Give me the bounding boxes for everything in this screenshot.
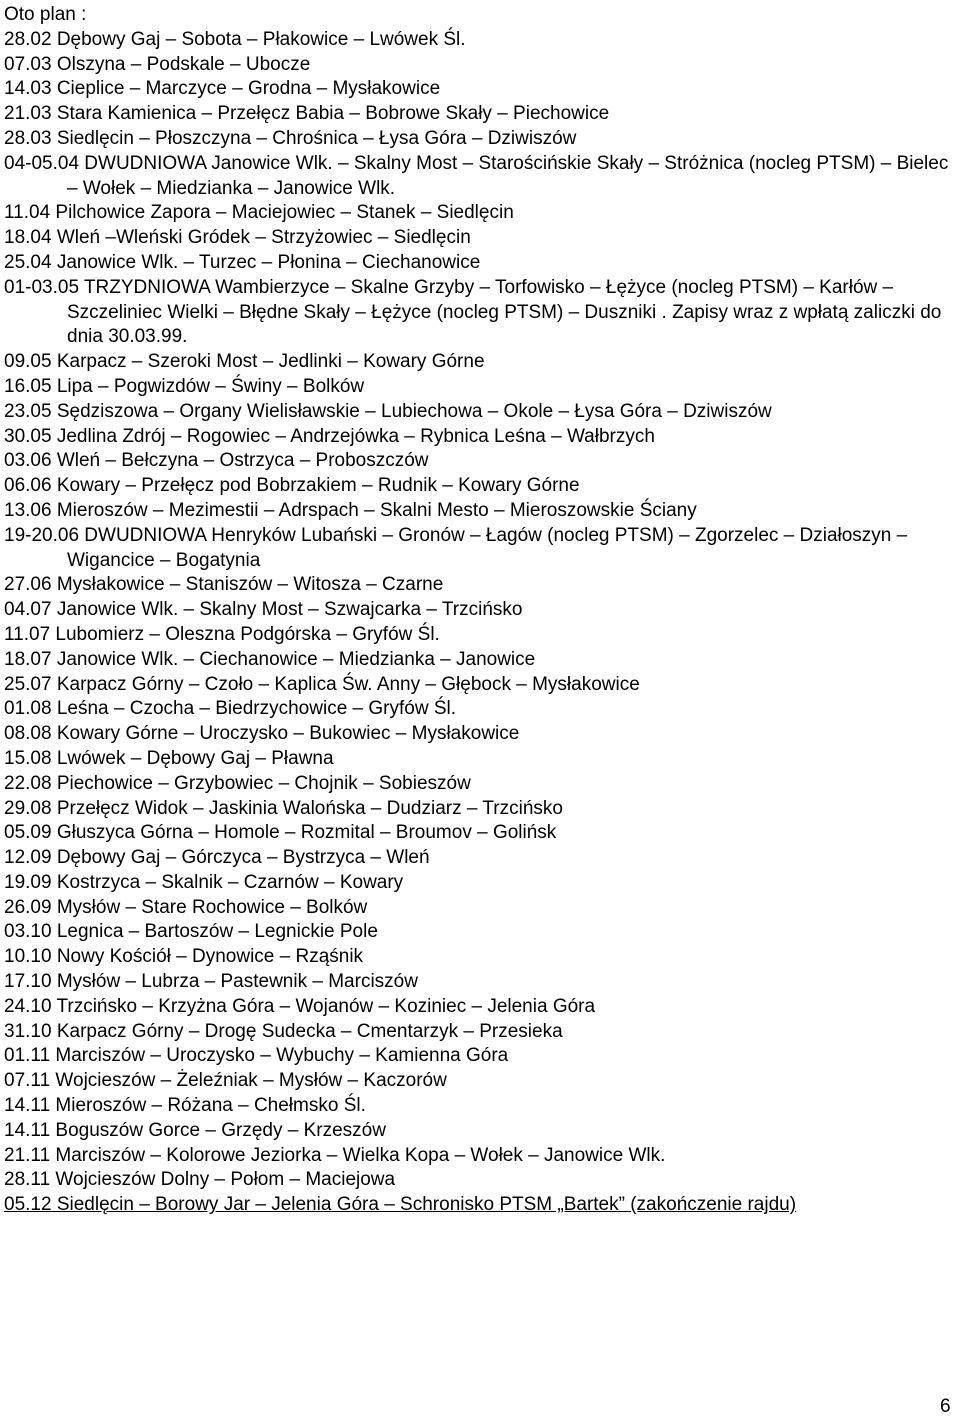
schedule-entry: 01-03.05 TRZYDNIOWA Wambierzyce – Skalne Grzyby – Torfowisko – Łężyce (nocleg PTSM) – Karłów – Szczeliniec Wielki – Błędne Skały – Łężyce (nocleg PTSM) – Duszniki . Zapisy wraz z wpłatą zaliczki do dnia 30.03.99. — [4, 276, 942, 348]
schedule-entry: 06.06 Kowary – Przełęcz pod Bobrzakiem – Rudnik – Kowary Górne — [4, 475, 580, 497]
schedule-entry: 14.11 Boguszów Gorce – Grzędy – Krzeszów — [4, 1119, 386, 1141]
schedule-entry: 05.12 Siedlęcin – Borowy Jar – Jelenia Góra – Schronisko PTSM „Bartek” (zakończenie rajdu) — [4, 1194, 797, 1216]
schedule-entry: 30.05 Jedlina Zdrój – Rogowiec – Andrzejówka – Rybnica Leśna – Wałbrzych — [4, 425, 655, 447]
schedule-entry: 28.11 Wojcieszów Dolny – Połom – Maciejowa — [4, 1169, 396, 1191]
schedule-entry: 14.11 Mieroszów – Różana – Chełmsko Śl. — [4, 1095, 366, 1117]
page-number: 6 — [940, 1396, 951, 1417]
schedule-entry: 21.11 Marciszów – Kolorowe Jeziorka – Wielka Kopa – Wołek – Janowice Wlk. — [4, 1144, 666, 1166]
schedule-entry: 27.06 Mysłakowice – Staniszów – Witosza – Czarne — [4, 574, 444, 596]
schedule-entry: 07.03 Olszyna – Podskale – Ubocze — [4, 53, 311, 75]
schedule-entry: 10.10 Nowy Kościół – Dynowice – Rząśnik — [4, 946, 364, 968]
schedule-entry: 05.09 Głuszyca Górna – Homole – Rozmital – Broumov – Golińsk — [4, 822, 557, 844]
schedule-entry: 08.08 Kowary Górne – Uroczysko – Bukowiec – Mysłakowice — [4, 723, 520, 745]
schedule-list — [4, 28, 960, 1218]
schedule-entry: 11.04 Pilchowice Zapora – Maciejowiec – Stanek – Siedlęcin — [4, 202, 514, 224]
schedule-entry: 18.04 Wleń –Wleński Gródek – Strzyżowiec – Siedlęcin — [4, 227, 471, 249]
schedule-entry: 25.04 Janowice Wlk. – Turzec – Płonina – Ciechanowice — [4, 251, 481, 273]
schedule-entry: 28.03 Siedlęcin – Płoszczyna – Chrośnica – Łysa Góra – Dziwiszów — [4, 127, 577, 149]
schedule-entry: 29.08 Przełęcz Widok – Jaskinia Walońska – Dudziarz – Trzcińsko — [4, 797, 563, 819]
schedule-entry: 16.05 Lipa – Pogwizdów – Świny – Bolków — [4, 375, 365, 397]
schedule-entry: 18.07 Janowice Wlk. – Ciechanowice – Miedzianka – Janowice — [4, 648, 536, 670]
schedule-entry: 28.02 Dębowy Gaj – Sobota – Płakowice – Lwówek Śl. — [4, 28, 466, 50]
plan-heading: Oto plan : — [4, 4, 87, 25]
schedule-entry: 23.05 Sędziszowa – Organy Wielisławskie – Lubiechowa – Okole – Łysa Góra – Dziwiszów — [4, 400, 772, 422]
schedule-entry: 03.10 Legnica – Bartoszów – Legnickie Pole — [4, 921, 378, 943]
schedule-entry: 04.07 Janowice Wlk. – Skalny Most – Szwajcarka – Trzcińsko — [4, 599, 523, 621]
schedule-entry: 01.08 Leśna – Czocha – Biedrzychowice – Gryfów Śl. — [4, 698, 457, 720]
schedule-entry: 12.09 Dębowy Gaj – Górczyca – Bystrzyca – Wleń — [4, 847, 430, 869]
schedule-entry: 14.03 Cieplice – Marczyce – Grodna – Mysłakowice — [4, 78, 441, 100]
schedule-entry: 24.10 Trzcińsko – Krzyżna Góra – Wojanów – Koziniec – Jelenia Góra — [4, 995, 596, 1017]
schedule-entry: 19.09 Kostrzyca – Skalnik – Czarnów – Kowary — [4, 871, 404, 893]
schedule-entry: 11.07 Lubomierz – Oleszna Podgórska – Gryfów Śl. — [4, 623, 440, 645]
schedule-entry: 15.08 Lwówek – Dębowy Gaj – Pławna — [4, 747, 334, 769]
schedule-entry: 09.05 Karpacz – Szeroki Most – Jedlinki – Kowary Górne — [4, 351, 485, 373]
schedule-entry: 01.11 Marciszów – Uroczysko – Wybuchy – Kamienna Góra — [4, 1045, 509, 1067]
schedule-entry: 07.11 Wojcieszów – Żeleźniak – Mysłów – Kaczorów — [4, 1070, 447, 1092]
schedule-entry: 31.10 Karpacz Górny – Drogę Sudecka – Cmentarzyk – Przesieka — [4, 1020, 563, 1042]
schedule-entry: 03.06 Wleń – Bełczyna – Ostrzyca – Proboszczów — [4, 450, 429, 472]
schedule-entry: 17.10 Mysłów – Lubrza – Pastewnik – Marciszów — [4, 971, 418, 993]
document-body — [4, 3, 960, 1218]
schedule-entry: 25.07 Karpacz Górny – Czoło – Kaplica Św. Anny – Głębock – Mysłakowice — [4, 673, 640, 695]
schedule-entry: 04-05.04 DWUDNIOWA Janowice Wlk. – Skalny Most – Starościńskie Skały – Stróżnica (nocleg PTSM) – Bielec – Wołek – Miedzianka – Janowice Wlk. — [4, 152, 949, 199]
schedule-entry: 22.08 Piechowice – Grzybowiec – Chojnik – Sobieszów — [4, 772, 471, 794]
schedule-entry: 13.06 Mieroszów – Mezimestii – Adrspach – Skalni Mesto – Mieroszowskie Ściany — [4, 499, 697, 521]
schedule-entry: 21.03 Stara Kamienica – Przełęcz Babia – Bobrowe Skały – Piechowice — [4, 103, 610, 125]
schedule-entry: 26.09 Mysłów – Stare Rochowice – Bolków — [4, 896, 368, 918]
schedule-entry: 19-20.06 DWUDNIOWA Henryków Lubański – Gronów – Łagów (nocleg PTSM) – Zgorzelec – Działoszyn – Wigancice – Bogatynia — [4, 524, 908, 571]
